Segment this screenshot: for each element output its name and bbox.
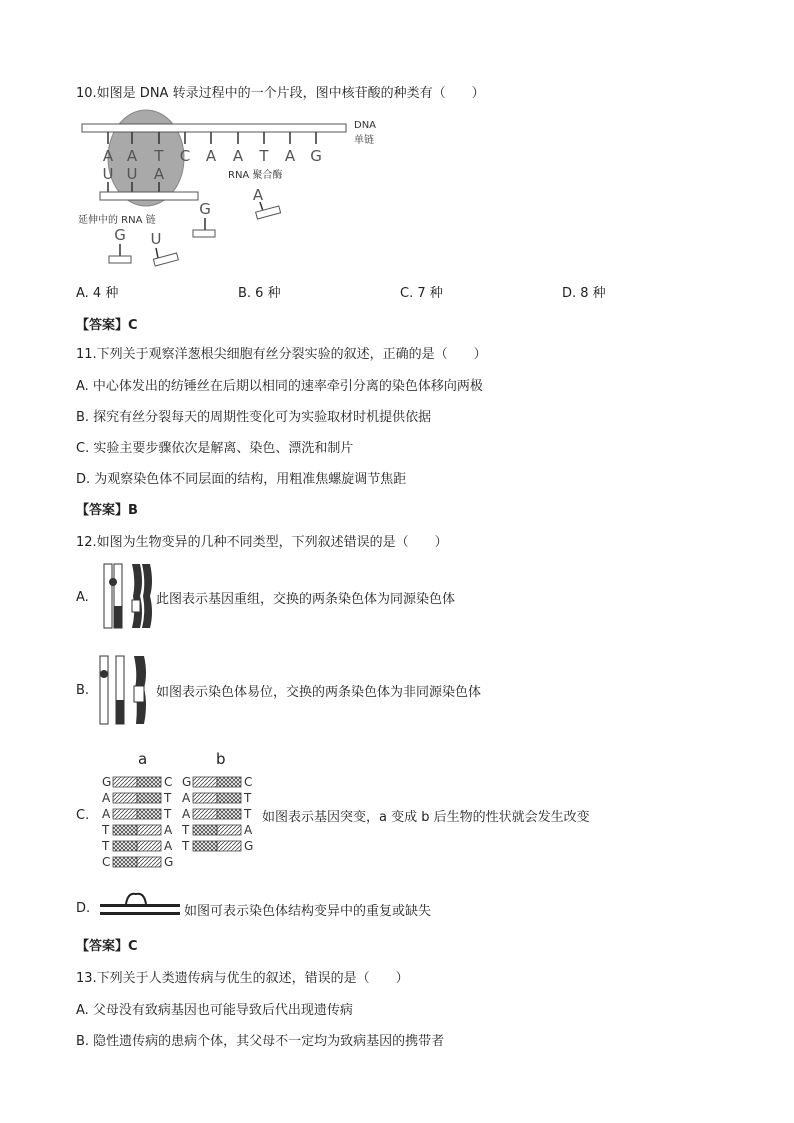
dna-label: DNA: [354, 120, 377, 131]
q12-option-d-letter: D.: [76, 901, 91, 916]
q10-answer: 【答案】C: [76, 318, 138, 333]
enzyme-label: RNA 聚合酶: [228, 170, 283, 181]
q10-stem: 10.如图是 DNA 转录过程中的一个片段，图中核苷酸的种类有（ ）: [76, 86, 485, 101]
q11-answer: 【答案】B: [76, 503, 138, 518]
svg-text:A: A: [164, 839, 173, 853]
q13-option-a: A. 父母没有致病基因也可能导致后代出现遗传病: [76, 1003, 353, 1018]
rna-base-3: A: [153, 165, 165, 183]
svg-text:G: G: [164, 855, 174, 869]
q10-transcription-figure: [78, 108, 398, 273]
q12-option-b-letter: B.: [76, 683, 90, 698]
svg-text:G: G: [114, 226, 126, 244]
q11-option-b: B. 探究有丝分裂每天的周期性变化可为实验取材时机提供依据: [76, 410, 432, 425]
svg-text:T: T: [244, 807, 252, 821]
svg-text:G: G: [182, 775, 192, 789]
q11-option-c: C. 实验主要步骤依次是解离、染色、漂洗和制片: [76, 441, 354, 456]
dna-base-9: G: [310, 147, 322, 165]
q12-option-c-letter: C.: [76, 808, 90, 823]
q12-option-a-text: 此图表示基因重组，交换的两条染色体为同源染色体: [156, 592, 456, 607]
q13-option-b: B. 隐性遗传病的患病个体，其父母不一定均为致病基因的携带者: [76, 1034, 445, 1049]
svg-text:A: A: [244, 823, 253, 837]
svg-text:T: T: [102, 823, 110, 837]
q12-option-c-figure: [100, 774, 260, 878]
svg-text:A: A: [102, 791, 111, 805]
dna-base-5: A: [205, 147, 217, 165]
rna-base-1: U: [102, 165, 114, 183]
svg-text:T: T: [182, 839, 190, 853]
svg-text:T: T: [164, 791, 172, 805]
q13-stem: 13.下列关于人类遗传病与优生的叙述，错误的是（ ）: [76, 971, 409, 986]
q12-option-c-text: 如图表示基因突变，a 变成 b 后生物的性状就会发生改变: [262, 810, 590, 825]
q12-c-label-b: b: [216, 750, 226, 768]
dna-base-2: A: [126, 147, 138, 165]
svg-text:U: U: [150, 230, 162, 248]
svg-text:T: T: [182, 823, 190, 837]
q12-c-label-a: a: [138, 750, 148, 768]
free-nucleotide-u: [151, 230, 162, 248]
svg-text:C: C: [244, 775, 253, 789]
dna-label-2: 单链: [354, 135, 374, 146]
q12-answer: 【答案】C: [76, 939, 138, 954]
svg-text:A: A: [164, 823, 173, 837]
svg-text:C: C: [164, 775, 173, 789]
svg-text:G: G: [102, 775, 112, 789]
q12-option-d-figure: [98, 892, 182, 920]
q11-option-a: A. 中心体发出的纺锤丝在后期以相同的速率牵引分离的染色体移向两极: [76, 379, 483, 394]
q10-option-d: D. 8 种: [562, 286, 606, 301]
svg-text:A: A: [252, 186, 264, 204]
rna-chain-label: 延伸中的 RNA 链: [78, 215, 156, 226]
dna-base-3: T: [154, 147, 164, 165]
q10-option-c: C. 7 种: [400, 286, 443, 301]
free-nucleotide-g1: [199, 200, 211, 218]
svg-text:G: G: [244, 839, 254, 853]
q10-option-b: B. 6 种: [238, 286, 281, 301]
q11-stem: 11.下列关于观察洋葱根尖细胞有丝分裂实验的叙述，正确的是（ ）: [76, 347, 487, 362]
svg-text:C: C: [102, 855, 111, 869]
svg-text:A: A: [102, 807, 111, 821]
free-nucleotide-a: [253, 186, 264, 204]
dna-base-4: C: [179, 147, 191, 165]
q12-option-b-figure: [96, 652, 156, 728]
svg-text:T: T: [244, 791, 252, 805]
dna-strand-bar: [82, 124, 346, 132]
svg-text:G: G: [199, 200, 211, 218]
q12-option-a-letter: A.: [76, 590, 89, 605]
dna-base-1: A: [102, 147, 114, 165]
q12-option-b-text: 如图表示染色体易位，交换的两条染色体为非同源染色体: [156, 685, 482, 700]
q11-option-d: D. 为观察染色体不同层面的结构，用粗准焦螺旋调节焦距: [76, 472, 407, 487]
q12-option-a-figure: [100, 562, 154, 632]
free-nucleotide-g2: [114, 226, 126, 244]
rna-base-2: U: [126, 165, 138, 183]
svg-text:A: A: [182, 807, 191, 821]
dna-base-8: A: [284, 147, 296, 165]
q12-stem: 12.如图为生物变异的几种不同类型，下列叙述错误的是（ ）: [76, 535, 448, 550]
svg-text:A: A: [182, 791, 191, 805]
q10-option-a: A. 4 种: [76, 286, 119, 301]
dna-base-7: T: [259, 147, 269, 165]
svg-text:T: T: [164, 807, 172, 821]
svg-text:T: T: [102, 839, 110, 853]
rna-strand-bar: [100, 192, 198, 200]
q12-option-d-text: 如图可表示染色体结构变异中的重复或缺失: [184, 904, 432, 919]
dna-base-6: A: [232, 147, 244, 165]
